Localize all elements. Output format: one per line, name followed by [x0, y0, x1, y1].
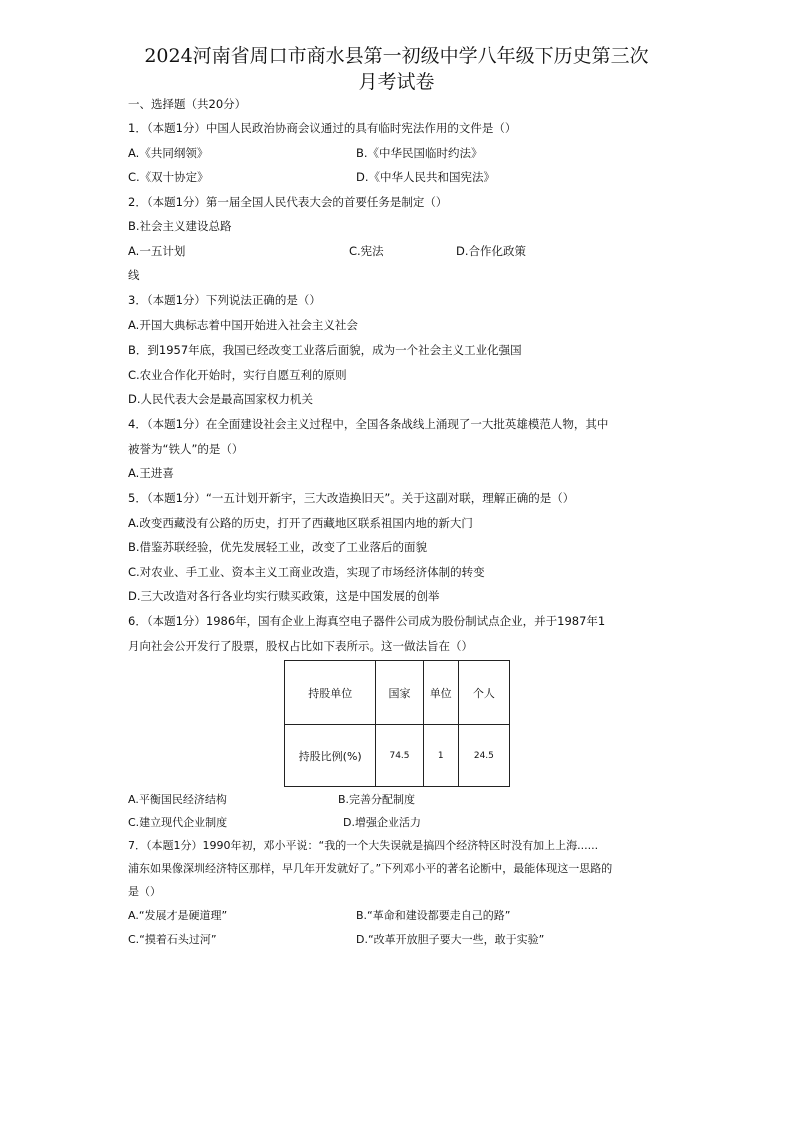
exam-title-line2: 月考试卷: [358, 71, 435, 93]
question-3-stem: 3．（本题1分）下列说法正确的是（）: [128, 293, 321, 307]
table-cell: 74.5: [376, 725, 423, 787]
question-1-stem: 1．（本题1分）中国人民政治协商会议通过的具有临时宪法作用的文件是（）: [128, 121, 517, 135]
table-header-cell: 个人: [458, 661, 509, 725]
table-header-row: [285, 661, 510, 725]
shareholding-table: [284, 660, 510, 787]
question-4-option-a: A.王进喜: [128, 466, 174, 480]
question-7-stem-line1: 7．（本题1分）1990年初，邓小平说：“我的一个大失误就是搞四个经济特区时没有加上上海......: [128, 839, 599, 852]
question-5-stem: 5．（本题1分）“一五计划开新宇，三大改造换旧天”。关于这副对联，理解正确的是（）: [128, 491, 575, 505]
question-1-option-d: D.《中华人民共和国宪法》: [356, 170, 496, 184]
question-6-option-a: A.平衡国民经济结构: [128, 793, 227, 806]
question-7-option-b: B.“革命和建设都要走自己的路”: [356, 909, 511, 922]
question-7-option-a: A.“发展才是硬道理”: [128, 909, 228, 922]
table-row: [285, 725, 510, 787]
question-1-option-b: B.《中华民国临时约法》: [356, 146, 483, 160]
question-6-option-b: B.完善分配制度: [338, 793, 416, 806]
question-2-option-a: A.一五计划: [128, 244, 186, 258]
question-2-option-d: D.合作化政策: [456, 244, 527, 258]
exam-title-line1: 2024河南省周口市商水县第一初级中学八年级下历史第三次: [144, 45, 649, 67]
question-2-wrap-text: 线: [128, 268, 140, 282]
question-3-option-d: D.人民代表大会是最高国家权力机关: [128, 392, 314, 406]
question-6-stem-line1: 6．（本题1分）1986年，国有企业上海真空电子器件公司成为股份制试点企业，并于1987年1: [128, 614, 606, 628]
table-header-cell: 持股单位: [285, 661, 376, 725]
table-cell: 持股比例(%): [285, 725, 376, 787]
question-2-stem: 2．（本题1分）第一届全国人民代表大会的首要任务是制定（）: [128, 195, 448, 209]
question-5-option-a: A.改变西藏没有公路的历史，打开了西藏地区联系祖国内地的新大门: [128, 516, 473, 530]
question-6-option-c: C.建立现代企业制度: [128, 816, 228, 829]
question-2-option-c: C.宪法: [349, 244, 384, 258]
table-cell: 1: [423, 725, 458, 787]
question-3-option-c: C.农业合作化开始时，实行自愿互利的原则: [128, 368, 347, 382]
question-5-option-d: D.三大改造对各行各业均实行赎买政策，这是中国发展的创举: [128, 589, 440, 603]
question-3-option-a: A.开国大典标志着中国开始进入社会主义社会: [128, 318, 358, 332]
question-7-option-d: D.“改革开放胆子要大一些，敢于实验”: [356, 933, 545, 946]
question-2-option-b: B.社会主义建设总路: [128, 219, 232, 233]
question-7-stem-line3: 是（）: [128, 885, 161, 898]
question-7-option-c: C.“摸着石头过河”: [128, 933, 217, 946]
table-header-cell: 单位: [423, 661, 458, 725]
question-4-stem-line1: 4．（本题1分）在全面建设社会主义过程中，全国各条战线上涌现了一大批英雄模范人物，其中: [128, 417, 609, 431]
question-1-option-c: C.《双十协定》: [128, 170, 209, 184]
section-heading: 一、选择题（共20分）: [128, 97, 247, 111]
question-3-option-b: B．到1957年底，我国已经改变工业落后面貌，成为一个社会主义工业化强国: [128, 343, 522, 357]
question-5-option-c: C.对农业、手工业、资本主义工商业改造，实现了市场经济体制的转变: [128, 565, 485, 579]
question-1-option-a: A.《共同纲领》: [128, 146, 209, 160]
table-header-cell: 国家: [376, 661, 423, 725]
question-5-option-b: B.借鉴苏联经验，优先发展轻工业，改变了工业落后的面貌: [128, 540, 428, 554]
question-4-stem-line2: 被誉为“铁人”的是（）: [128, 442, 244, 456]
table-cell: 24.5: [458, 725, 509, 787]
question-6-option-d: D.增强企业活力: [343, 816, 421, 829]
question-6-stem-line2: 月向社会公开发行了股票，股权占比如下表所示。这一做法旨在（）: [128, 639, 473, 653]
question-7-stem-line2: 浦东如果像深圳经济特区那样，早几年开发就好了。”下列邓小平的著名论断中，最能体现这一思路的: [128, 862, 613, 875]
